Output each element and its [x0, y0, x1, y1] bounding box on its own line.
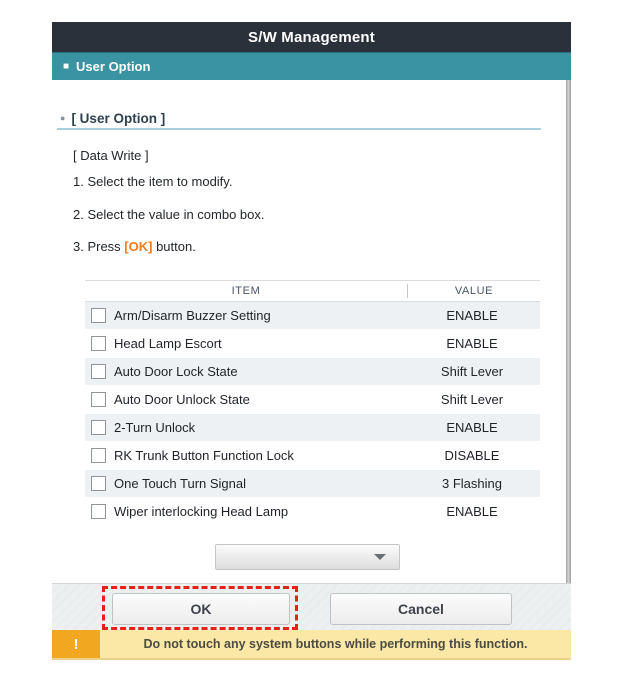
warning-icon: !: [52, 630, 100, 658]
value-label: Shift Lever: [440, 392, 504, 407]
chevron-down-icon: [374, 554, 386, 560]
table-row[interactable]: [85, 358, 540, 386]
value-label: ENABLE: [446, 420, 498, 435]
item-label: One Touch Turn Signal: [114, 476, 247, 491]
content-area: [52, 80, 571, 583]
item-label: Head Lamp Escort: [114, 336, 222, 351]
section-square-icon: ■: [63, 60, 70, 72]
ok-button[interactable]: OK: [112, 593, 290, 625]
title-bar: [52, 22, 571, 52]
instruction-step-2: 2. Select the value in combo box.: [73, 207, 265, 222]
bullet-icon: ●: [60, 113, 66, 123]
table-row[interactable]: [85, 330, 540, 358]
row-checkbox[interactable]: [91, 336, 106, 351]
table-row[interactable]: [85, 498, 540, 526]
section-title: User Option: [76, 59, 151, 74]
row-checkbox[interactable]: [91, 448, 106, 463]
item-label: 2-Turn Unlock: [114, 420, 196, 435]
item-label: RK Trunk Button Function Lock: [114, 448, 294, 463]
instruction-step-3: [73, 239, 196, 254]
row-checkbox[interactable]: [91, 476, 106, 491]
header-value: VALUE: [454, 285, 494, 297]
section-bar: [52, 52, 571, 80]
instruction-step-1: 1. Select the item to modify.: [73, 174, 233, 189]
row-checkbox[interactable]: [91, 308, 106, 323]
value-label: ENABLE: [446, 504, 498, 519]
data-write-label: [ Data Write ]: [73, 148, 149, 163]
footer-bar: [52, 583, 571, 630]
table-row[interactable]: [85, 470, 540, 498]
cancel-button[interactable]: Cancel: [330, 593, 512, 625]
step3-text-before: 3. Press: [73, 239, 125, 254]
row-checkbox[interactable]: [91, 392, 106, 407]
value-label: DISABLE: [444, 448, 500, 463]
value-label: ENABLE: [446, 336, 498, 351]
row-checkbox[interactable]: [91, 420, 106, 435]
value-label: Shift Lever: [440, 364, 504, 379]
value-combobox[interactable]: [215, 544, 400, 570]
warning-text: Do not touch any system buttons while performing this function.: [100, 630, 571, 658]
item-label: Wiper interlocking Head Lamp: [114, 504, 289, 519]
sw-management-window: [52, 22, 571, 658]
value-label: 3 Flashing: [442, 476, 502, 491]
table-row[interactable]: [85, 386, 540, 414]
window-title: S/W Management: [248, 28, 375, 46]
item-label: Auto Door Lock State: [114, 364, 238, 379]
step3-ok-highlight: [OK]: [124, 239, 153, 254]
table-row[interactable]: [85, 442, 540, 470]
table-header: [85, 280, 540, 302]
item-label: Arm/Disarm Buzzer Setting: [114, 308, 271, 323]
item-label: Auto Door Unlock State: [114, 392, 250, 407]
table-row[interactable]: [85, 302, 540, 330]
content-heading: [60, 111, 165, 126]
warning-bar: [52, 630, 571, 660]
heading-underline: [57, 128, 541, 130]
header-item: ITEM: [231, 285, 261, 297]
vertical-scrollbar[interactable]: [566, 80, 571, 583]
step3-text-after: button.: [152, 239, 196, 254]
content-heading-label: [ User Option ]: [71, 111, 166, 126]
value-label: ENABLE: [446, 308, 498, 323]
table-row[interactable]: [85, 414, 540, 442]
row-checkbox[interactable]: [91, 364, 106, 379]
options-table: [85, 280, 540, 526]
row-checkbox[interactable]: [91, 504, 106, 519]
